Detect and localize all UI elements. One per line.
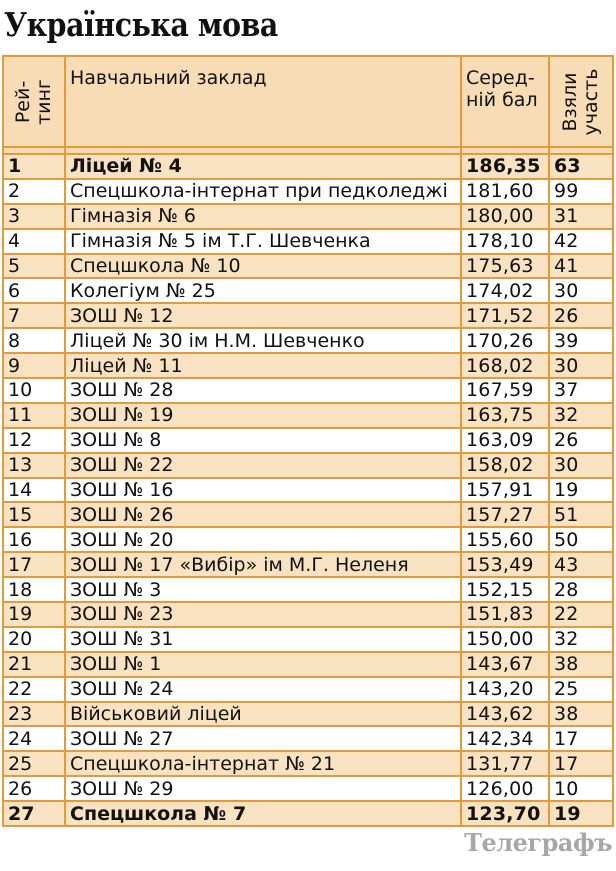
table-row (3, 652, 613, 677)
cell-score: 155,60 (461, 527, 549, 552)
cell-school: ЗОШ № 8 (65, 428, 461, 453)
table-row (3, 179, 613, 204)
table-row (3, 403, 613, 428)
cell-score: 150,00 (461, 627, 549, 652)
table-row (3, 428, 613, 453)
cell-rank: 19 (3, 602, 65, 627)
cell-score: 181,60 (461, 179, 549, 204)
cell-school: Спецшкола-інтернат при педколеджі (65, 179, 461, 204)
cell-score: 152,15 (461, 577, 549, 602)
cell-rank: 20 (3, 627, 65, 652)
cell-school: ЗОШ № 23 (65, 602, 461, 627)
header-count (549, 56, 613, 147)
cell-score: 143,62 (461, 702, 549, 727)
cell-school: Ліцей № 4 (65, 154, 461, 179)
cell-rank: 18 (3, 577, 65, 602)
cell-count: 32 (549, 403, 613, 428)
cell-school: ЗОШ № 27 (65, 726, 461, 751)
cell-score: 163,75 (461, 403, 549, 428)
header-school: Навчальний заклад (65, 56, 461, 147)
table-row (3, 353, 613, 378)
cell-score: 180,00 (461, 204, 549, 229)
table-row (3, 478, 613, 503)
cell-count: 28 (549, 577, 613, 602)
cell-school: Гімназія № 5 ім Т.Г. Шевченка (65, 229, 461, 254)
cell-score: 157,27 (461, 502, 549, 527)
header-rank-label: Рей- тинг (12, 78, 55, 125)
cell-school: ЗОШ № 1 (65, 652, 461, 677)
cell-count: 38 (549, 702, 613, 727)
table-row (3, 602, 613, 627)
cell-school: ЗОШ № 22 (65, 453, 461, 478)
cell-rank: 21 (3, 652, 65, 677)
table-row (3, 204, 613, 229)
cell-score: 171,52 (461, 303, 549, 328)
cell-rank: 25 (3, 751, 65, 776)
table-row (3, 303, 613, 328)
cell-rank: 11 (3, 403, 65, 428)
cell-score: 126,00 (461, 776, 549, 801)
table-row (3, 328, 613, 353)
table-row (3, 577, 613, 602)
cell-count: 26 (549, 428, 613, 453)
cell-count: 10 (549, 776, 613, 801)
cell-count: 41 (549, 254, 613, 279)
cell-school: Гімназія № 6 (65, 204, 461, 229)
cell-count: 26 (549, 303, 613, 328)
cell-count: 17 (549, 726, 613, 751)
table-row (3, 751, 613, 776)
cell-score: 167,59 (461, 378, 549, 403)
cell-count: 19 (549, 801, 613, 826)
table-row (3, 702, 613, 727)
cell-count: 43 (549, 552, 613, 577)
cell-count: 42 (549, 229, 613, 254)
cell-score: 131,77 (461, 751, 549, 776)
table-row (3, 453, 613, 478)
cell-score: 158,02 (461, 453, 549, 478)
cell-school: ЗОШ № 12 (65, 303, 461, 328)
cell-school: ЗОШ № 3 (65, 577, 461, 602)
cell-school: ЗОШ № 24 (65, 677, 461, 702)
cell-school: Ліцей № 11 (65, 353, 461, 378)
table-row (3, 154, 613, 179)
cell-rank: 23 (3, 702, 65, 727)
cell-rank: 22 (3, 677, 65, 702)
cell-score: 123,70 (461, 801, 549, 826)
cell-count: 25 (549, 677, 613, 702)
cell-rank: 8 (3, 328, 65, 353)
cell-count: 38 (549, 652, 613, 677)
cell-score: 175,63 (461, 254, 549, 279)
ranking-table (2, 55, 614, 827)
cell-school: Військовий ліцей (65, 702, 461, 727)
table-row (3, 229, 613, 254)
cell-school: ЗОШ № 20 (65, 527, 461, 552)
table-row (3, 627, 613, 652)
cell-score: 153,49 (461, 552, 549, 577)
cell-rank: 2 (3, 179, 65, 204)
cell-score: 178,10 (461, 229, 549, 254)
table-body (3, 147, 613, 826)
cell-score: 151,83 (461, 602, 549, 627)
cell-rank: 24 (3, 726, 65, 751)
cell-rank: 14 (3, 478, 65, 503)
cell-rank: 16 (3, 527, 65, 552)
table-row (3, 502, 613, 527)
table-row (3, 677, 613, 702)
cell-count: 22 (549, 602, 613, 627)
cell-school: ЗОШ № 16 (65, 478, 461, 503)
cell-count: 32 (549, 627, 613, 652)
table-row (3, 552, 613, 577)
cell-count: 30 (549, 353, 613, 378)
cell-school: Спецшкола № 7 (65, 801, 461, 826)
cell-rank: 27 (3, 801, 65, 826)
cell-rank: 1 (3, 154, 65, 179)
header-count-label: Взяли участь (559, 68, 602, 135)
cell-count: 51 (549, 502, 613, 527)
cell-school: ЗОШ № 28 (65, 378, 461, 403)
cell-school: Спецшкола № 10 (65, 254, 461, 279)
cell-count: 19 (549, 478, 613, 503)
cell-rank: 7 (3, 303, 65, 328)
table-row (3, 254, 613, 279)
cell-rank: 4 (3, 229, 65, 254)
cell-school: Спецшкола-інтернат № 21 (65, 751, 461, 776)
cell-count: 31 (549, 204, 613, 229)
cell-count: 63 (549, 154, 613, 179)
cell-school: ЗОШ № 29 (65, 776, 461, 801)
cell-rank: 13 (3, 453, 65, 478)
cell-school: ЗОШ № 17 «Вибір» ім М.Г. Неленя (65, 552, 461, 577)
table-row (3, 378, 613, 403)
cell-school: ЗОШ № 31 (65, 627, 461, 652)
header-rank (3, 56, 65, 147)
cell-rank: 9 (3, 353, 65, 378)
cell-count: 39 (549, 328, 613, 353)
cell-rank: 6 (3, 278, 65, 303)
cell-count: 37 (549, 378, 613, 403)
cell-rank: 17 (3, 552, 65, 577)
header-separator (3, 147, 613, 154)
cell-count: 30 (549, 453, 613, 478)
cell-rank: 26 (3, 776, 65, 801)
cell-score: 163,09 (461, 428, 549, 453)
table-row (3, 278, 613, 303)
cell-school: ЗОШ № 19 (65, 403, 461, 428)
cell-score: 170,26 (461, 328, 549, 353)
cell-score: 168,02 (461, 353, 549, 378)
table-row (3, 726, 613, 751)
table-row (3, 776, 613, 801)
page-title: Українська мова (4, 5, 278, 44)
cell-score: 143,67 (461, 652, 549, 677)
header-score: Серед- ній бал (461, 56, 549, 147)
watermark-logo: Телеграфъ (464, 828, 612, 857)
table-header-row (3, 56, 613, 147)
cell-rank: 15 (3, 502, 65, 527)
cell-rank: 3 (3, 204, 65, 229)
cell-count: 50 (549, 527, 613, 552)
cell-score: 174,02 (461, 278, 549, 303)
cell-score: 142,34 (461, 726, 549, 751)
cell-rank: 5 (3, 254, 65, 279)
cell-count: 99 (549, 179, 613, 204)
cell-score: 186,35 (461, 154, 549, 179)
table-row (3, 527, 613, 552)
cell-count: 30 (549, 278, 613, 303)
cell-school: Колегіум № 25 (65, 278, 461, 303)
table-row (3, 801, 613, 826)
cell-school: ЗОШ № 26 (65, 502, 461, 527)
cell-rank: 12 (3, 428, 65, 453)
cell-score: 157,91 (461, 478, 549, 503)
cell-score: 143,20 (461, 677, 549, 702)
cell-school: Ліцей № 30 ім Н.М. Шевченко (65, 328, 461, 353)
cell-count: 17 (549, 751, 613, 776)
cell-rank: 10 (3, 378, 65, 403)
